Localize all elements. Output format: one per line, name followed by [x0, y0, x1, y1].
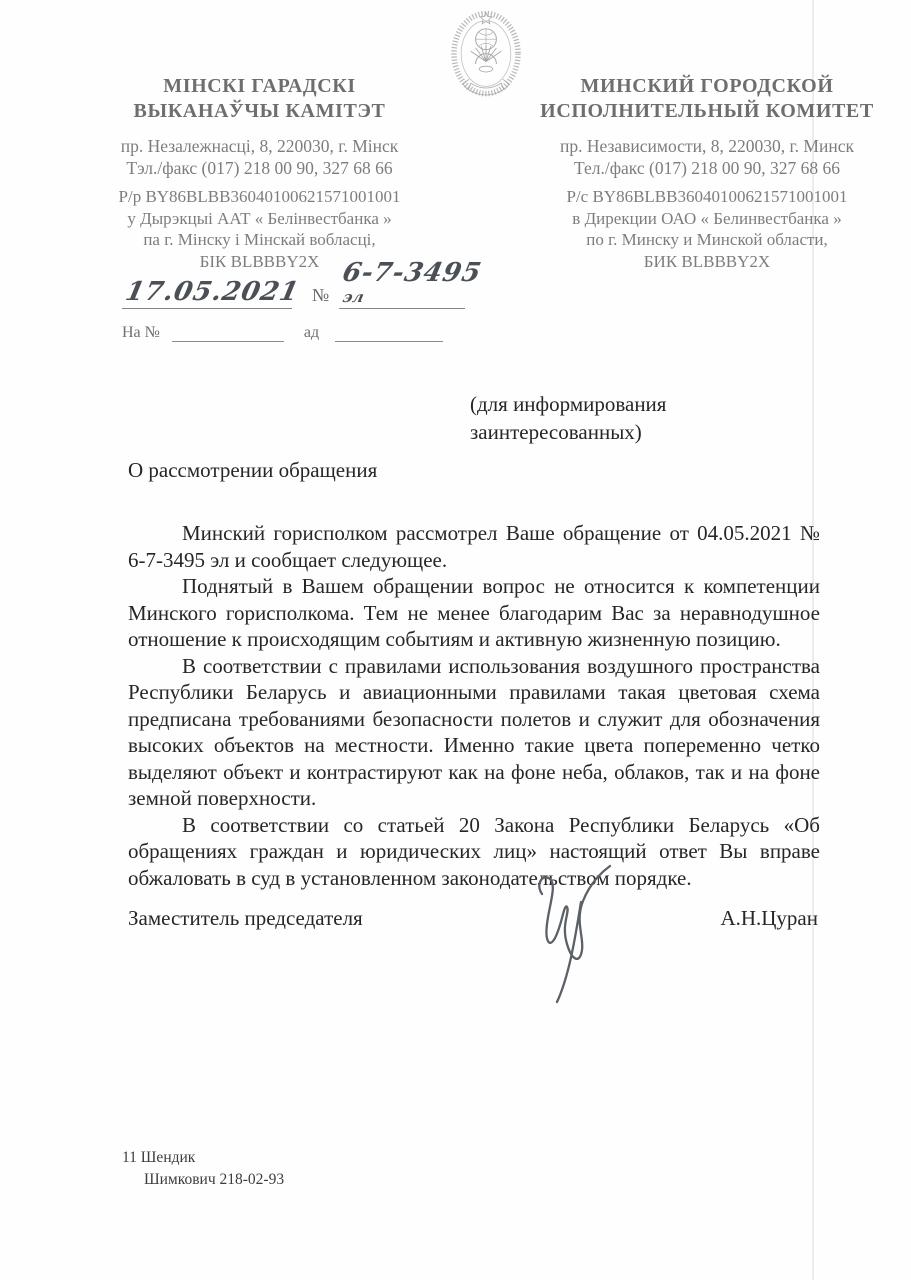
- org-bank-by-line2: па г. Мінску і Мінскай вобласці,: [143, 230, 376, 249]
- recipient-note: [470, 390, 666, 446]
- org-bik-by: БІК BLBBBY2X: [199, 251, 320, 271]
- body-paragraph-3: В соответствии с правилами использования воздушного пространства Республики Беларусь и авиационными правилами такая цветовая схема предписана требованиями безопасности полетов и служит для обозначения высоких объектов на местности. Именно такие цвета попеременно четко выделяют объект и контрастируют как на фоне неба, облаков, так и на фоне земной поверхности.: [128, 653, 820, 810]
- letter-body: [128, 520, 820, 891]
- recipient-note-line2: заинтересованных): [470, 420, 642, 444]
- executor-line2: Шимкович 218-02-93: [144, 1171, 285, 1188]
- recipient-note-line1: (для информирования: [470, 392, 667, 416]
- org-bik-ru: БИК BLBBBY2X: [643, 251, 771, 271]
- org-title-ru-line1: МИНСКИЙ ГОРОДСКОЙ: [580, 75, 834, 97]
- org-account-by: Р/р BY86BLBB36040100621571001001: [118, 187, 401, 206]
- org-title-by-line1: МІНСКІ ГАРАДСКІ: [163, 75, 356, 97]
- body-paragraph-2: Поднятый в Вашем обращении вопрос не относится к компетенции Минского горисполкома. Тем не менее благодарим Вас за неравнодушное отношение к происходящим событиям и активную жизненную позицию.: [128, 574, 820, 651]
- org-title-ru-line2: ИСПОЛНИТЕЛЬНЫЙ КОМИТЕТ: [540, 100, 874, 122]
- incoming-date-blank: [335, 326, 443, 342]
- incoming-reference-row: [122, 324, 482, 342]
- number-field: [339, 258, 485, 309]
- org-account-ru: Р/с BY86BLBB36040100621571001001: [566, 187, 848, 206]
- number-sign: №: [312, 285, 330, 305]
- body-paragraph-4: В соответствии со статьей 20 Закона Республики Беларусь «Об обращениях граждан и юридических лиц» настоящий ответ Вы вправе обжаловать в суд в установленном законодательством порядке.: [128, 812, 820, 890]
- org-title-by-line2: ВЫКАНАЎЧЫ КАМІТЭТ: [133, 100, 386, 122]
- org-phone-ru: Тел./факс (017) 218 00 90, 327 68 66: [573, 158, 841, 178]
- handwritten-number-suffix: эл: [341, 288, 366, 306]
- org-bank-ru-line2: по г. Минску и Минской области,: [586, 230, 828, 249]
- org-contact-by: [72, 135, 447, 179]
- date-field: [122, 277, 303, 309]
- handwritten-date: 17.05.2021: [122, 277, 303, 307]
- org-phone-by: Тэл./факс (017) 218 00 90, 327 68 66: [126, 158, 393, 178]
- signer-name: А.Н.Цуран: [720, 906, 818, 930]
- org-bank-by-line1: у Дырэкцыі ААТ « Белінвестбанка »: [127, 208, 392, 228]
- handwritten-number: 6-7-3495: [339, 258, 485, 288]
- body-paragraph-1: Минский горисполком рассмотрел Ваше обращение от 04.05.2021 № 6-7-3495 эл и сообщает следующее.: [128, 521, 820, 572]
- incoming-number-blank: [172, 326, 284, 342]
- org-address-by: пр. Незалежнасці, 8, 220030, г. Мінск: [120, 136, 399, 156]
- letterhead-russian: [512, 74, 902, 272]
- signature-row: [128, 906, 818, 931]
- executor-footer: [122, 1147, 284, 1191]
- org-contact-ru: [512, 135, 902, 179]
- outgoing-date-number-row: [122, 258, 485, 309]
- subject-line: О рассмотрении обращения: [128, 458, 378, 482]
- org-title-by: [72, 74, 447, 124]
- org-address-ru: пр. Независимости, 8, 220030, г. Минск: [560, 136, 854, 156]
- na-no-label: На №: [122, 324, 160, 341]
- letterhead-belarusian: [72, 74, 447, 272]
- ad-label: ад: [303, 324, 320, 341]
- executor-line1: 11 Шендик: [122, 1149, 196, 1166]
- org-title-ru: [512, 74, 902, 124]
- org-bank-ru-line1: в Дирекции ОАО « Белинвестбанка »: [572, 208, 842, 228]
- reference-block: [122, 258, 485, 342]
- signer-position: Заместитель председателя: [128, 906, 363, 930]
- org-bank-ru: [512, 186, 902, 272]
